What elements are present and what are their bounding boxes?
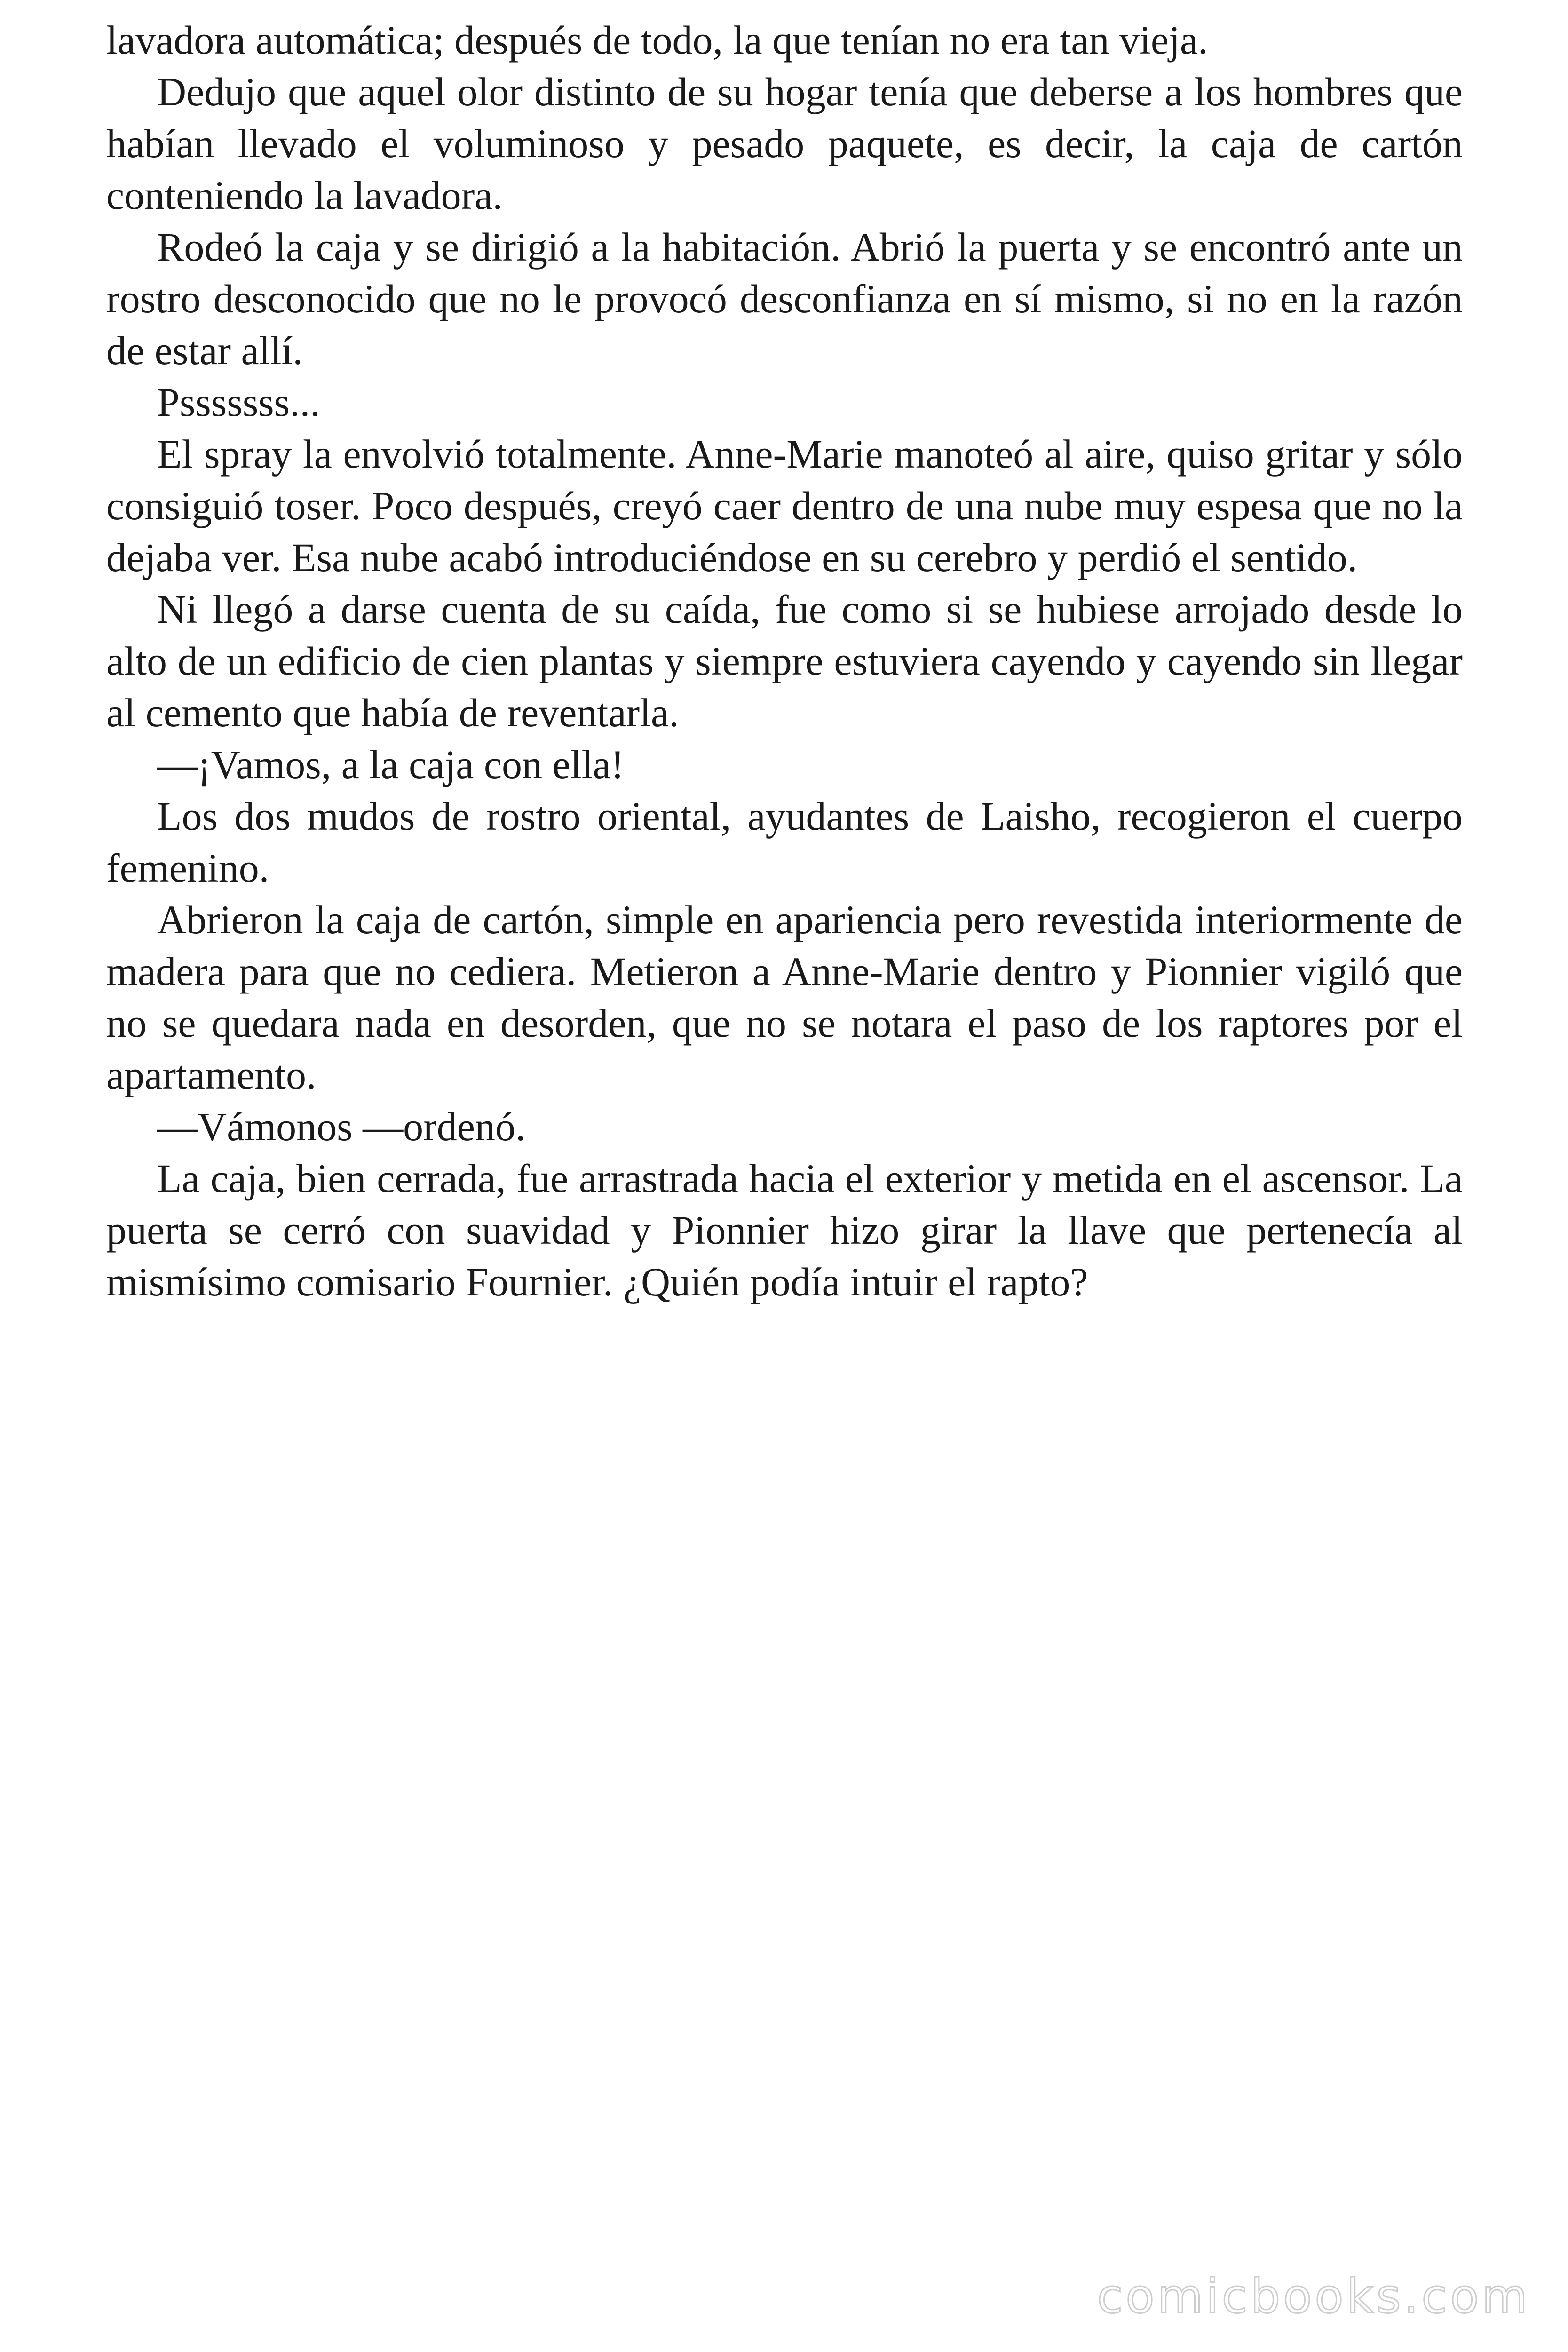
paragraph: El spray la envolvió totalmente. Anne-Marie manoteó al aire, quiso gritar y sólo consiguió toser. Poco después, creyó caer dentro de una nube muy espesa que no la dejaba ver. Esa nube acabó introduciéndose en su cerebro y perdió el sentido. bbox=[106, 431, 1463, 580]
paragraph: La caja, bien cerrada, fue arrastrada hacia el exterior y metida en el ascensor. La puerta se cerró con suavidad y Pionnier hizo girar la llave que pertenecía al mismísimo comisario Fournier. ¿Quién podía intuir el rapto? bbox=[106, 1156, 1463, 1304]
paragraph: Dedujo que aquel olor distinto de su hogar tenía que deberse a los hombres que habían llevado el voluminoso y pesado paquete, es decir, la caja de cartón conteniendo la lavadora. bbox=[106, 69, 1463, 218]
body-text bbox=[106, 14, 1463, 1308]
paragraph: Los dos mudos de rostro oriental, ayudantes de Laisho, recogieron el cuerpo femenino. bbox=[106, 794, 1463, 890]
paragraph-continuation: lavadora automática; después de todo, la que tenían no era tan vieja. bbox=[106, 17, 1208, 63]
dialogue-line: —¡Vamos, a la caja con ella! bbox=[157, 742, 625, 787]
paragraph: Abrieron la caja de cartón, simple en apariencia pero revestida interiormente de madera para que no cediera. Metieron a Anne-Marie dentro y Pionnier vigiló que no se quedara nada en desorden, que no se notara el paso de los raptores por el apartamento. bbox=[106, 897, 1463, 1097]
watermark-logo: comicbooks.com bbox=[1097, 2269, 1530, 2324]
paragraph: Rodeó la caja y se dirigió a la habitación. Abrió la puerta y se encontró ante un rostro desconocido que no le provocó desconfianza en sí mismo, si no en la razón de estar allí. bbox=[106, 224, 1463, 373]
paragraph: Ni llegó a darse cuenta de su caída, fue como si se hubiese arrojado desde lo alto de un edificio de cien plantas y siempre estuviera cayendo y cayendo sin llegar al cemento que había de reventarla. bbox=[106, 587, 1463, 735]
dialogue-line: —Vámonos —ordenó. bbox=[157, 1104, 526, 1149]
paragraph: Psssssss... bbox=[157, 380, 320, 425]
